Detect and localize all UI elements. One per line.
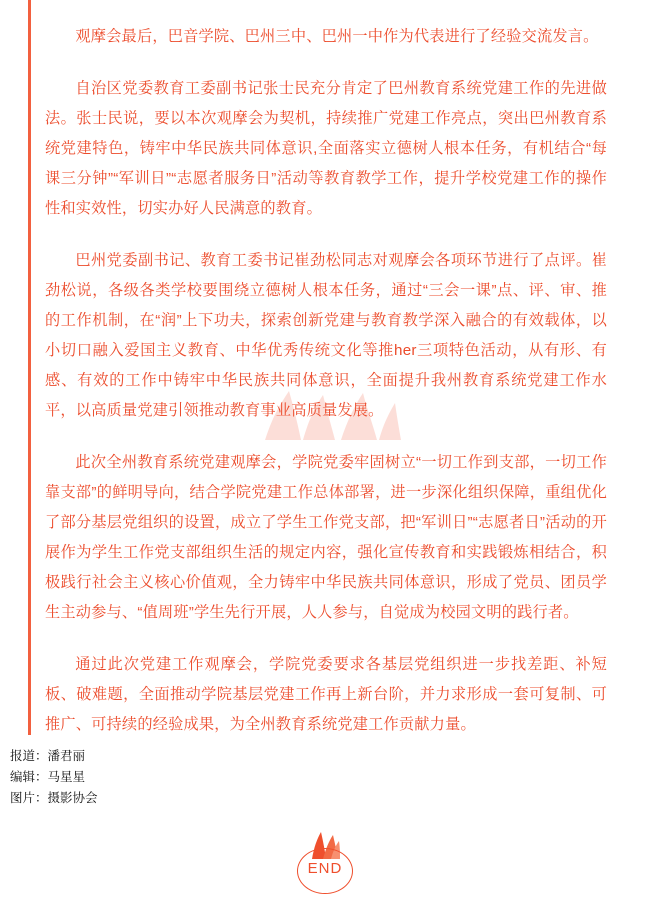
credit-value: 马星星: [47, 770, 86, 784]
credit-value: 潘君丽: [47, 749, 86, 763]
paragraph: 自治区党委教育工委副书记张士民充分肯定了巴州教育系统党建工作的先进做法。张士民说，要以本次观摩会为契机，持续推广党建工作亮点，突出巴州教育系统党建特色，铸牢中华民族共同体意识,全面落实立德树人根本任务，有机结合“每课三分钟”“军训日”“志愿者服务日”活动等教育教学工作，提升学校党建工作的操作性和实效性，切实办好人民满意的教育。: [45, 80, 607, 217]
paragraph: 观摩会最后，巴音学院、巴州三中、巴州一中作为代表进行了经验交流发言。: [75, 28, 599, 45]
article-end-marker: [0, 830, 650, 901]
credit-label: 图片：: [10, 791, 48, 805]
paragraph: 此次全州教育系统党建观摩会，学院党委牢固树立“一切工作到支部，一切工作靠支部”的鲜明导向，结合学院党建工作总体部署，进一步深化组织保障，重组优化了部分基层党组织的设置，成立了学生工作党支部，把“军训日”“志愿者日”活动的开展作为学生工作党支部组织生活的规定内容，强化宣传教育和实践锻炼相结合，积极践行社会主义核心价值观，全力铸牢中华民族共同体意识，形成了党员、团员学生主动参与、“值周班”学生先行开展，人人参与，自觉成为校园文明的践行者。: [45, 454, 607, 621]
credits-block: [10, 746, 630, 809]
credit-row: [10, 746, 630, 767]
credit-label: 报道：: [10, 749, 48, 763]
credit-label: 编辑：: [10, 770, 48, 784]
left-accent-rule: [28, 0, 31, 735]
credit-row: [10, 788, 630, 809]
article-body: [45, 0, 607, 762]
credit-value: 摄影协会: [47, 791, 98, 805]
end-label: END: [307, 860, 343, 877]
paragraph: 通过此次党建工作观摩会，学院党委要求各基层党组织进一步找差距、补短板、破难题，全面推动学院基层党建工作再上新台阶，并力求形成一套可复制、可推广、可持续的经验成果，为全州教育系统党建工作贡献力量。: [45, 656, 607, 733]
paragraph: 巴州党委副书记、教育工委书记崔劲松同志对观摩会各项环节进行了点评。崔劲松说，各级各类学校要围绕立德树人根本任务，通过“三会一课”点、评、审、推的工作机制，在“润”上下功夫，探索创新党建与教育教学深入融合的有效载体，以小切口融入爱国主义教育、中华优秀传统文化等推her三项特色活动，从有形、有感、有效的工作中铸牢中华民族共同体意识，全面提升我州教育系统党建工作水平，以高质量党建引领推动教育事业高质量发展。: [45, 252, 607, 419]
credit-row: [10, 767, 630, 788]
